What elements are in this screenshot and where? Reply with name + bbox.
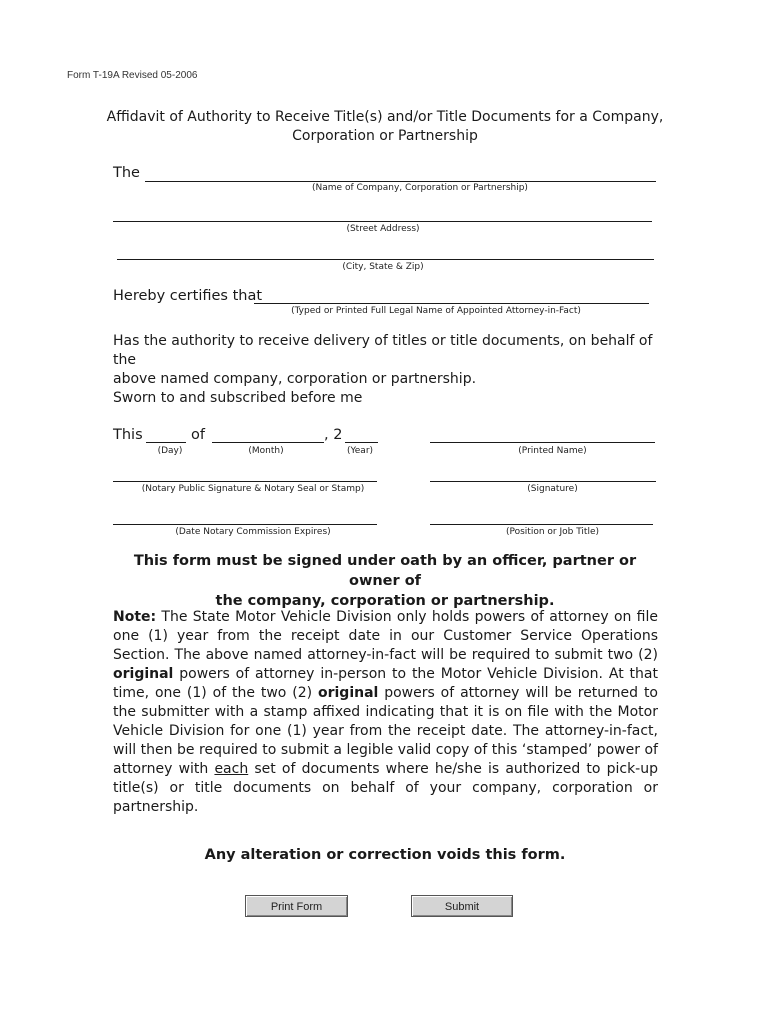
title-line-1: Affidavit of Authority to Receive Title(s) and/or Title Documents for a Company, xyxy=(106,109,664,125)
form-number: Form T-19A Revised 05-2006 xyxy=(67,70,198,81)
note-text-2: powers of attorney in-person to the Motor Vehicle Division. At that time, one (1) of the two (2) xyxy=(113,666,658,701)
printed-name-field[interactable] xyxy=(430,442,655,443)
attorney-name-caption: (Typed or Printed Full Legal Name of Appointed Attorney-in-Fact) xyxy=(291,306,581,316)
note-paragraph xyxy=(113,608,658,817)
note-text-1: The State Motor Vehicle Division only holds powers of attorney on file one (1) year from the receipt date in our Customer Service Operations Section. The above named attorney-in-fact will be required to submit two (2) xyxy=(113,609,658,663)
day-field[interactable] xyxy=(146,442,186,443)
day-caption: (Day) xyxy=(157,446,183,456)
position-title-field[interactable] xyxy=(430,524,653,525)
year-caption: (Year) xyxy=(346,446,374,456)
sworn-text: Sworn to and subscribed before me xyxy=(113,390,363,406)
note-underline-each: each xyxy=(214,761,249,777)
certifies-label: Hereby certifies that xyxy=(113,288,263,304)
commission-expiry-field[interactable] xyxy=(113,524,377,525)
year-field[interactable] xyxy=(345,442,378,443)
company-name-field[interactable] xyxy=(145,181,656,182)
oath-warning-line-2: the company, corporation or partnership. xyxy=(215,593,555,609)
note-bold-original-2: original xyxy=(317,685,379,701)
notary-signature-field[interactable] xyxy=(113,481,377,482)
print-form-button[interactable]: Print Form xyxy=(245,895,348,917)
alteration-notice: Any alteration or correction voids this form. xyxy=(204,847,566,863)
comma-two-label: , 2 xyxy=(324,427,343,443)
company-name-caption: (Name of Company, Corporation or Partnership) xyxy=(312,183,528,193)
submit-button[interactable]: Submit xyxy=(411,895,513,917)
page-title xyxy=(100,108,670,146)
month-field[interactable] xyxy=(212,442,324,443)
city-state-zip-field[interactable] xyxy=(117,259,654,260)
of-label: of xyxy=(191,427,205,443)
street-address-caption: (Street Address) xyxy=(346,224,420,234)
commission-expiry-caption: (Date Notary Commission Expires) xyxy=(175,527,331,537)
title-line-2: Corporation or Partnership xyxy=(292,128,478,144)
street-address-field[interactable] xyxy=(113,221,652,222)
note-text-4: set of documents where he/she is authorized to pick-up title(s) or title documents on behalf of your company, corporation or partnership. xyxy=(113,761,658,815)
month-caption: (Month) xyxy=(248,446,284,456)
note-text-3: powers of attorney will be returned to the submitter with a stamp affixed indicating that it is on file with the Motor Vehicle Division for one (1) year from the receipt date. The attorney-in-fact, will then be required to submit a legible valid copy of this ‘stamped’ power of attorney with xyxy=(113,685,658,777)
printed-name-caption: (Printed Name) xyxy=(518,446,587,456)
oath-warning xyxy=(110,551,660,611)
this-label: This xyxy=(113,427,143,443)
authority-text xyxy=(113,332,673,389)
the-label: The xyxy=(113,165,140,181)
note-label: Note: xyxy=(113,609,157,625)
city-state-zip-caption: (City, State & Zip) xyxy=(342,262,424,272)
oath-warning-line-1: This form must be signed under oath by an officer, partner or owner of xyxy=(133,553,637,589)
note-bold-original-1: original xyxy=(113,666,174,682)
signature-field[interactable] xyxy=(430,481,656,482)
authority-line-2: above named company, corporation or partnership. xyxy=(113,371,477,387)
authority-line-1: Has the authority to receive delivery of titles or title documents, on behalf of the xyxy=(113,333,653,368)
notary-signature-caption: (Notary Public Signature & Notary Seal or Stamp) xyxy=(141,484,365,494)
attorney-name-field[interactable] xyxy=(254,303,649,304)
position-title-caption: (Position or Job Title) xyxy=(505,527,599,537)
signature-caption: (Signature) xyxy=(527,484,578,494)
